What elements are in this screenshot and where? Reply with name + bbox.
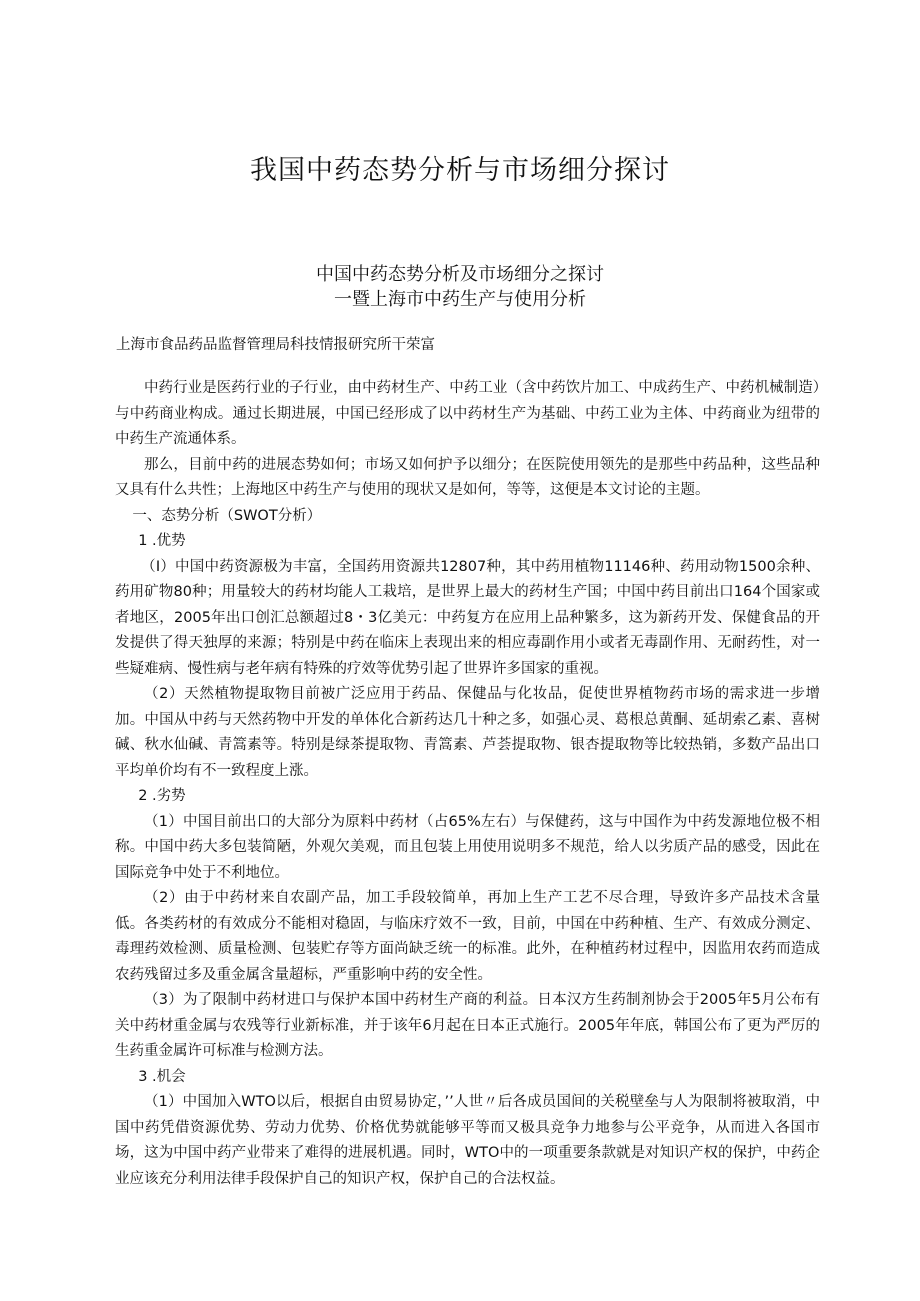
subheading-strengths: 1 .优势 bbox=[138, 533, 186, 549]
paragraph-strength-1: （I）中国中药资源极为丰富，全国药用资源共12807种，其中药用植物11146种、药用动物1500余种、药用矿物80种；用量较大的药材均能人工栽培，是世界上最大的药材生产国；中国中药目前出口164个国家或者地区，2005年出口创汇总额超过8・3亿美元：中药复方在应用上品种繁多，这为新药开发、保健食品的开发提供了得天独厚的来源；特别是中药在临床上表现出来的相应毒副作用小或者无毒副作用、无耐药性，对一些疑难病、慢性病与老年病有特殊的疗效等优势引起了世界许多国家的重视。 bbox=[115, 558, 820, 677]
paragraph-intro-1: 中药行业是医药行业的子行业，由中药材生产、中药工业（含中药饮片加工、中成药生产、中药机械制造）与中药商业构成。通过长期进展，中国已经形成了以中药材生产为基础、中药工业为主体、中药商业为纽带的中药生产流通体系。 bbox=[115, 380, 820, 447]
paragraph-weakness-3: （3）为了限制中药材进口与保护本国中药材生产商的利益。日本汉方生药制剂协会于2005年5月公布有关中药材重金属与农残等行业新标准，并于该年6月起在日本正式施行。2005年年底，韩国公布了更为严厉的生药重金属许可标准与检测方法。 bbox=[115, 992, 820, 1059]
section-heading-swot: 一、态势分析（SWOT分析） bbox=[132, 507, 322, 524]
subtitle-line-1: 中国中药态势分析及市场细分之探讨 bbox=[316, 264, 604, 285]
paragraph-strength-2: （2）天然植物提取物目前被广泛应用于药品、保健品与化妆品，促使世界植物药市场的需求进一步增加。中国从中药与天然药物中开发的单体化合新药达几十种之多，如强心灵、葛根总黄酮、延胡索乙素、喜树碱、秋水仙碱、青篙素等。特别是绿茶提取物、青篙素、芦荟提取物、银杏提取物等比较热销，多数产品出口平均单价均有不一致程度上涨。 bbox=[115, 686, 820, 779]
document-body bbox=[115, 376, 820, 1192]
subtitle-line-2: 一暨上海市中药生产与使用分析 bbox=[334, 289, 586, 310]
paragraph-weakness-2: （2）由于中药材来自农副产品，加工手段较简单，再加上生产工艺不尽合理，导致许多产品技术含量低。各类药材的有效成分不能相对稳固，与临床疗效不一致，目前，中国在中药种植、生产、有效成分测定、毒理药效检测、质量检测、包装贮存等方面尚缺乏统一的标准。此外，在种植药材过程中，因监用农药而造成农药残留过多及重金属含量超标，严重影响中药的安全性。 bbox=[115, 890, 820, 983]
subheading-weaknesses: 2 .劣势 bbox=[138, 788, 186, 804]
paragraph-intro-2: 那么，目前中药的进展态势如何；市场又如何护予以细分；在医院使用领先的是那些中药品种，这些品种又具有什么共性；上海地区中药生产与使用的现状又是如何，等等，这便是本文讨论的主题。 bbox=[115, 456, 820, 498]
author-affiliation: 上海市食品药品监督管理局科技情报研究所干荣富 bbox=[116, 337, 435, 353]
document-title: 我国中药态势分析与市场细分探讨 bbox=[250, 155, 670, 186]
paragraph-opportunity-1: （1）中国加入WTO以后，根据自由贸易协定，’’人世〃后各成员国间的关税壁垒与人为限制将被取消，中国中药凭借资源优势、劳动力优势、价格优势就能够平等而又极具竞争力地参与公平竞争，从而进入各国市场，这为中国中药产业带来了难得的进展机遇。同时，WTO中的一项重要条款就是对知识产权的保护，中药企业应该充分利用法律手段保护自己的知识产权，保护自己的合法权益。 bbox=[115, 1094, 820, 1187]
subheading-opportunities: 3 .机会 bbox=[138, 1068, 186, 1085]
paragraph-weakness-1: （1）中国目前出口的大部分为原料中药材（占65%左右）与保健药，这与中国作为中药发源地位极不相称。中国中药大多包装简陋，外观欠美观，而且包装上用使用说明多不规范，给人以劣质产品的感受，因此在国际竞争中处于不利地位。 bbox=[115, 813, 820, 881]
